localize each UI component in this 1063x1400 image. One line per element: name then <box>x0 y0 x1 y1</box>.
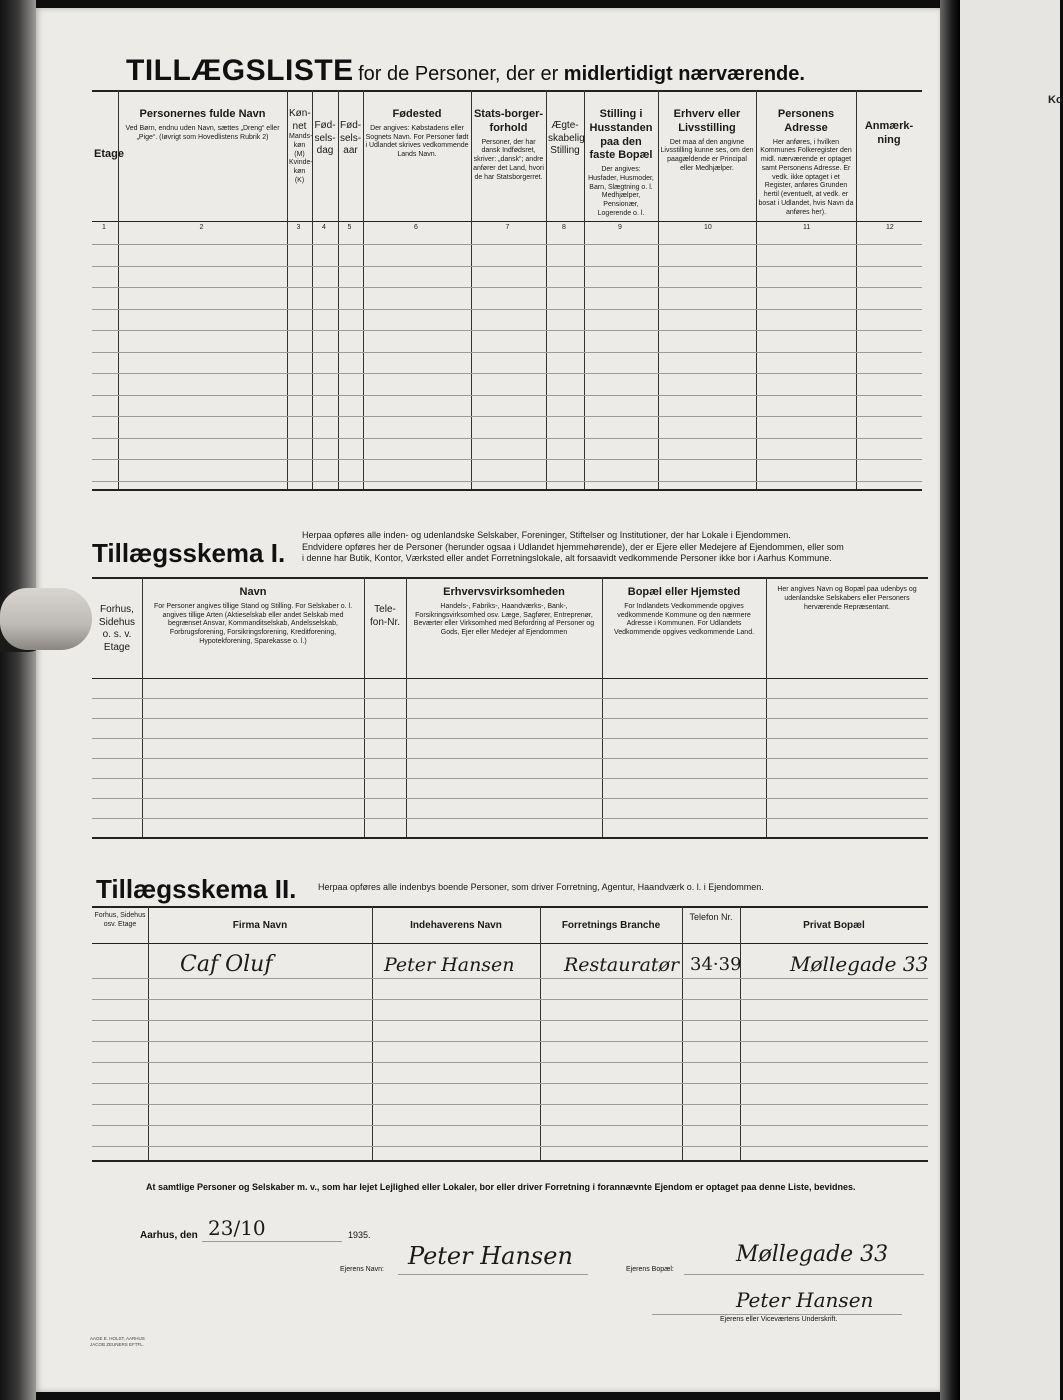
table1-column-divider <box>546 90 547 489</box>
schema1-row-line <box>92 778 928 779</box>
schema1-col-6 <box>769 586 925 612</box>
owner-address-handwritten: Møllegade 33 <box>736 1242 889 1267</box>
table1-col-6 <box>365 108 469 160</box>
table1-col-2 <box>120 108 285 142</box>
table1-col-number: 9 <box>618 224 622 231</box>
schema2-description: Herpaa opføres alle indenbys boende Personer, som driver Forretning, Agentur, Haandværk o. l. i Ejendommen. <box>318 882 764 892</box>
table1-col-9-note: Der angives: Husfader, Husmoder, Barn, Slægtning o. l. Medhjælper, Pensionær, Logerende o. l. <box>588 166 654 217</box>
table1-col-8-title: Ægte-skabelig Stilling <box>548 120 585 156</box>
schema2-column-divider <box>540 906 541 1160</box>
table1-col-number: 3 <box>296 224 301 231</box>
table1-col-3 <box>289 108 313 186</box>
table1-row-line <box>92 352 922 353</box>
thumb-holding-page <box>0 588 92 650</box>
schema1-col-2 <box>145 586 361 647</box>
schema1-col-5-note: For Indlandets Vedkommende opgives vedkommende Kommune og den nærmere Adresse i Kommunen. For Udlandets Vedkommende opgives vedkommende Land. <box>613 602 755 636</box>
schema1-col-4 <box>409 586 599 638</box>
schema2-column-divider <box>740 906 741 1160</box>
schema1-bottom-border <box>92 837 928 839</box>
table1-row-line <box>92 266 922 267</box>
schema1-col-3-title: Tele-fon-Nr. <box>369 604 400 628</box>
table1-col-6-title: Fødested <box>392 108 442 120</box>
table1-row-line <box>92 395 922 396</box>
schema2-row-line <box>92 1062 928 1063</box>
table1-col-5-title: Fød-sels-aar <box>340 120 362 156</box>
table1-col-5 <box>340 120 361 158</box>
page-stack-edge <box>0 0 36 1400</box>
schema1-col-2-title: Navn <box>239 586 267 598</box>
table1-col-1 <box>94 148 124 165</box>
table1-header-border <box>92 221 922 222</box>
table1-column-divider <box>658 90 659 489</box>
table1-col-10-note: Det maa af den angivne Livsstilling kunne ses, om den paagældende er Principal eller Medhjælper. <box>660 138 754 172</box>
schema2-row-line <box>92 1020 928 1021</box>
schema2-row-line <box>92 1104 928 1105</box>
table1-row-line <box>92 309 922 310</box>
table1-col-11-note: Her anføres, i hvilken Kommunes Folkeregister den midl. nærværende er optaget samt Personens Adresse. Er vedk. ikke optaget i et Register, anføres Grunden hertil (eventuelt, at vedk. er bosat i Udlandet, hvis Navn da anføres her). <box>758 138 854 216</box>
table1-row-line <box>92 481 922 482</box>
table1-col-number: 12 <box>886 224 894 231</box>
schema2-row-line <box>92 1146 928 1147</box>
adjacent-page-fragment: Ko <box>1048 94 1063 106</box>
schema2-title: Tillægsskema II. <box>96 874 297 904</box>
table1-col-7-title: Stats-borger-forhold <box>473 108 544 134</box>
date-line <box>202 1241 342 1242</box>
table1-col-number: 5 <box>347 224 352 231</box>
table1-col-9-title: Stilling i Husstanden paa den faste Bopæl <box>589 108 653 162</box>
table1-row-line <box>92 438 922 439</box>
owner-name-handwritten: Peter Hansen <box>408 1242 573 1270</box>
schema1-title: Tillægsskema I. <box>92 538 286 568</box>
schema2-col-4: Forretnings Branche <box>561 920 661 931</box>
schema1-row-line <box>92 818 928 819</box>
owner-address-line <box>684 1274 924 1275</box>
schema1-col-3 <box>367 604 403 629</box>
signature-label: Ejerens eller Viceværtens Underskrift. <box>720 1316 838 1323</box>
table1-row-line <box>92 287 922 288</box>
schema2-header-border <box>92 943 928 944</box>
table1-col-number: 8 <box>562 224 566 231</box>
schema2-firma-value: Caf Oluf <box>180 952 273 977</box>
table1-col-8 <box>548 120 585 158</box>
table1-col-3-title: Køn-net <box>289 108 311 132</box>
date-handwritten: 23/10 <box>208 1216 266 1240</box>
printer-mark: AAGE E. HOLST, AARHUS JACOB ZEUNERS EFTFL. <box>90 1336 145 1347</box>
schema1-header-border <box>92 678 928 679</box>
table1-col-4 <box>314 120 336 158</box>
schema2-col-3: Indehaverens Navn <box>410 920 502 931</box>
table1-col-2-title: Personernes fulde Navn <box>139 108 266 120</box>
schema1-row-line <box>92 798 928 799</box>
schema1-col-4-title: Erhvervsvirksomheden <box>443 586 565 598</box>
schema2-bopael-value: Møllegade 33 <box>790 952 929 976</box>
table1-col-number: 1 <box>102 224 106 231</box>
schema2-row-line <box>92 978 928 979</box>
table1-col-2-note: Ved Børn, endnu uden Navn, sættes „Dreng“ eller „Pige“. (Iøvrigt som Hovedlistens Rubrik 2) <box>125 124 280 141</box>
schema1-row-line <box>92 738 928 739</box>
table1-col-number: 11 <box>803 224 811 231</box>
schema2-bottom-border <box>92 1160 928 1162</box>
table1-col-7 <box>473 108 544 182</box>
schema2-column-divider <box>148 906 149 1160</box>
schema2-column-divider <box>372 906 373 1160</box>
schema2-col-1: Forhus, Sidehus osv. Etage <box>94 912 146 928</box>
table1-column-divider <box>338 90 339 489</box>
table1-col-10 <box>660 108 754 174</box>
schema1-col-1 <box>95 604 139 654</box>
table1-col-number: 6 <box>414 224 418 231</box>
table1-column-divider <box>856 90 857 489</box>
table1-row-line <box>92 330 922 331</box>
schema2-row-line <box>92 1125 928 1126</box>
schema2-indehaver-value: Peter Hansen <box>384 954 515 976</box>
schema2-telefon-value: 34·39 <box>690 954 742 975</box>
signature-handwritten: Peter Hansen <box>736 1288 874 1312</box>
table1-col-1-title: Etage <box>94 148 124 160</box>
owner-name-label: Ejerens Navn: <box>340 1266 384 1273</box>
owner-name-line <box>398 1274 588 1275</box>
schema2-col-2: Firma Navn <box>232 920 288 931</box>
table1-col-10-title: Erhverv eller Livsstilling <box>673 108 741 134</box>
table1-col-number: 4 <box>322 224 326 231</box>
table1-row-line <box>92 459 922 460</box>
table1-row-line <box>92 416 922 417</box>
city-label: Aarhus, den <box>140 1230 198 1241</box>
table1-col-11 <box>758 108 854 217</box>
table1-column-divider <box>471 90 472 489</box>
table1-column-divider <box>363 90 364 489</box>
schema2-row-line <box>92 1083 928 1084</box>
table1-column-divider <box>287 90 288 489</box>
table1-row-line <box>92 373 922 374</box>
table1-col-12-title: Anmærk-ning <box>864 120 914 146</box>
table1-col-12 <box>858 120 920 151</box>
table1-bottom-border <box>92 489 922 491</box>
table1-col-number: 2 <box>199 224 204 231</box>
schema1-col-6-note: Her angives Navn og Bopæl paa udenbys og udenlandske Selskabers eller Personers herværende Repræsentant. <box>777 586 917 611</box>
table1-col-4-title: Fød-sels-dag <box>314 120 336 156</box>
schema1-col-2-note: For Personer angives tillige Stand og Stilling. For Selskaber o. l. angives tillige Arten (Aktieselskab eller andet Selskab med begrænset Ansvar, Kommanditselskab, Andelsselskab, Forbrugsforening, Forsikringsforening, Kreditforening, Hypotekforening, Sparekasse o. l.) <box>153 602 353 645</box>
year-label: 1935. <box>348 1230 371 1240</box>
page-title: TILLÆGSLISTE for de Personer, der er midlertidigt nærværende. <box>126 54 805 87</box>
signature-line <box>652 1314 902 1315</box>
adjacent-page <box>960 0 1063 1400</box>
schema2-top-border <box>92 906 928 908</box>
table1-row-line <box>92 244 922 245</box>
schema1-row-line <box>92 698 928 699</box>
schema1-row-line <box>92 718 928 719</box>
table1-top-border <box>92 90 922 92</box>
table1-col-7-note: Personer, der har dansk Indfødsret, skriver: „dansk“; andre anfører det Land, hvori de har Statsborgerret. <box>473 138 544 181</box>
table1-column-divider <box>584 90 585 489</box>
table1-col-3-note: Mands-køn (M) Kvinde-køn (K) <box>289 133 313 184</box>
binding-gutter <box>940 0 960 1400</box>
schema2-row-line <box>92 1041 928 1042</box>
schema1-description: Herpaa opføres alle inden- og udenlandske Selskaber, Foreninger, Stiftelser og Institutioner, der har Lokale i Ejendommen. Endvidere opføres her de Personer (herunder ogsaa i Udlandet hjemmehørende), der er Ejere eller Medejere af Ejendommen, eller som i denne har Butik, Kontor, Værksted eller andet Forretningslokale, alt forsaavidt vedkommende Personer ikke bor i Aarhus Kommune. <box>302 530 844 564</box>
schema1-col-5 <box>605 586 763 638</box>
schema2-col-6: Privat Bopæl <box>803 920 865 931</box>
form-page <box>36 8 940 1392</box>
schema2-branche-value: Restauratør <box>564 954 680 976</box>
schema2-column-divider <box>682 906 683 1160</box>
schema1-row-line <box>92 758 928 759</box>
owner-address-label: Ejerens Bopæl: <box>626 1266 674 1273</box>
schema2-col-5: Telefon Nr. <box>689 912 733 922</box>
table1-col-11-title: Personens Adresse <box>777 108 835 134</box>
schema1-top-border <box>92 577 928 579</box>
attestation-text: At samtlige Personer og Selskaber m. v., som har lejet Lejlighed eller Lokaler, bor eller driver Forretning i forannævnte Ejendom er optaget paa denne Liste, bevidnes. <box>146 1182 856 1192</box>
table1-col-9 <box>586 108 656 219</box>
schema2-row-line <box>92 999 928 1000</box>
table1-column-divider <box>312 90 313 489</box>
table1-col-number: 10 <box>704 224 712 231</box>
schema1-col-1-title: Forhus, Sidehus o. s. v. Etage <box>98 604 136 653</box>
table1-col-6-note: Der angives: Købstadens eller Sognets Navn. For Personer født i Udlandet skrives vedkommende Lands Navn. <box>365 124 469 158</box>
table1-col-number: 7 <box>505 224 510 231</box>
schema1-col-4-note: Handels-, Fabriks-, Haandværks-, Bank-, Forsikringsvirksomhed osv. Læge, Sagfører, Entreprenør, Beværter eller Virksomhed med Befordring af Personer og Gods, Ejer eller Medejer af Ejendommen <box>413 602 595 636</box>
table1-column-divider <box>756 90 757 489</box>
schema1-col-5-title: Bopæl eller Hjemsted <box>627 586 741 598</box>
